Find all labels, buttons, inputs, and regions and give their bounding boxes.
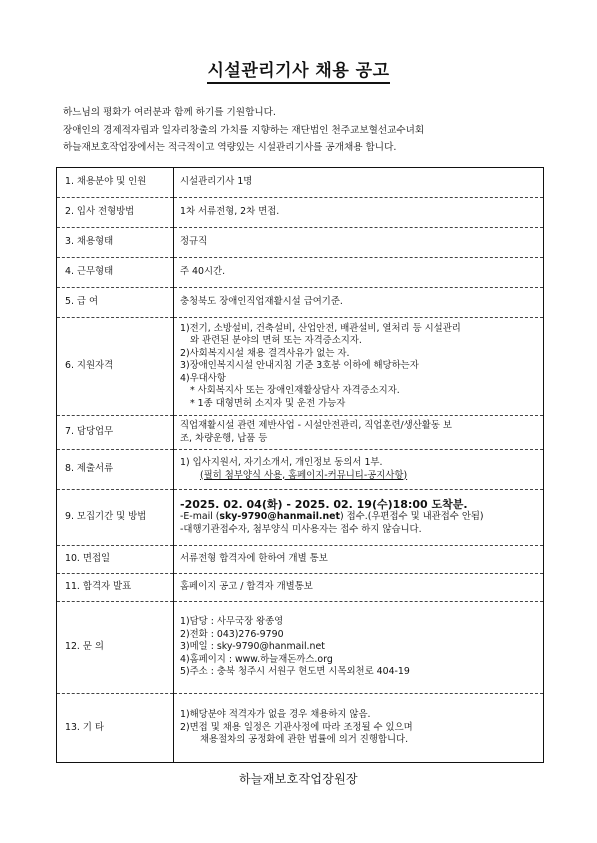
intro-line: 하느님의 평화가 여러분과 함께 하기를 기원합니다. — [63, 107, 276, 118]
row-content — [174, 450, 544, 490]
row-label: 10. 면접일 — [57, 546, 174, 574]
email-address: sky-9790@hanmail.net — [219, 511, 340, 523]
qualification-line: 1)전기, 소방설비, 건축설비, 산업안전, 배관설비, 열처리 등 시설관리 — [180, 322, 461, 334]
application-note: -대행기관접수자, 첨부양식 미사용자는 접수 하지 않습니다. — [180, 523, 422, 535]
recruitment-table — [56, 167, 544, 763]
email-prefix: -E-mail ( — [180, 511, 220, 523]
table-row — [57, 694, 544, 763]
document-note: (필히 첨부양식 사용, 홈페이지-커뮤니티-공지사항) — [200, 469, 408, 481]
row-content: 주 40시간. — [174, 258, 544, 288]
row-content: 시설관리기사 1명 — [174, 168, 544, 198]
document-line: 1) 입사지원서, 자기소개서, 개인정보 동의서 1부. — [180, 457, 383, 468]
row-content: 서류전형 합격자에 한하여 개별 통보 — [174, 546, 544, 574]
table-row — [57, 258, 544, 288]
row-content: 홈페이지 공고 / 합격자 개별통보 — [174, 574, 544, 602]
contact-line: 4)홈페이지 : www.하늘재돈까스.org — [180, 653, 333, 665]
row-label: 3. 채용형태 — [57, 228, 174, 258]
row-label: 5. 급 여 — [57, 288, 174, 318]
issuer-signature: 하늘재보호작업장원장 — [239, 772, 358, 786]
table-row — [57, 318, 544, 416]
qualification-line: * 사회복지사 또는 장애인재활상담사 자격증소지자. — [190, 385, 400, 397]
qualification-line: * 1종 대형면허 소지자 및 운전 가능자 — [190, 397, 346, 409]
email-line — [180, 511, 538, 524]
duty-line: 직업재활시설 관련 제반사업 - 시설안전관리, 직업훈련/생산활동 보 — [180, 420, 452, 431]
qualification-line: 2)사회복지시설 채용 결격사유가 없는 자. — [180, 347, 350, 359]
contact-line: 3)메일 : sky-9790@hanmail.net — [180, 641, 325, 653]
intro-line: 장애인의 경제적자립과 일자리창출의 가치를 지향하는 재단법인 천주교보혈선교수녀회 — [63, 124, 425, 136]
qualification-line: 와 관련된 분야의 면허 또는 자격증소지자. — [190, 335, 362, 347]
row-label: 6. 지원자격 — [57, 318, 174, 416]
row-content: 충청북도 장애인직업재활시설 급여기준. — [174, 288, 544, 318]
table-row — [57, 288, 544, 318]
row-label: 11. 합격자 발표 — [57, 574, 174, 602]
contact-line: 2)전화 : 043)276-9790 — [180, 628, 284, 640]
table-row — [57, 228, 544, 258]
table-row — [57, 450, 544, 490]
table-row — [57, 602, 544, 694]
row-label: 7. 담당업무 — [57, 416, 174, 450]
intro-paragraph — [63, 104, 563, 157]
row-label: 13. 기 타 — [57, 694, 174, 763]
table-row — [57, 574, 544, 602]
duty-line: 조, 차량운행, 납품 등 — [180, 432, 268, 444]
table-row — [57, 546, 544, 574]
row-content: 정규직 — [174, 228, 544, 258]
row-content — [174, 602, 544, 694]
intro-line: 하늘재보호작업장에서는 적극적이고 역량있는 시설관리기사를 공개채용 합니다. — [63, 142, 397, 153]
row-content — [174, 416, 544, 450]
row-label: 4. 근무형태 — [57, 258, 174, 288]
row-content — [174, 490, 544, 546]
row-label: 9. 모집기간 및 방법 — [57, 490, 174, 546]
qualification-line: 4)우대사항 — [180, 372, 226, 384]
row-label: 12. 문 의 — [57, 602, 174, 694]
etc-line: 2)면접 및 채용 일정은 기관사정에 따라 조정될 수 있으며 — [180, 721, 413, 733]
application-period: -2025. 02. 04(화) - 2025. 02. 19(수)18:00 도착분. — [180, 497, 468, 511]
table-row — [57, 416, 544, 450]
row-label: 2. 입사 전형방법 — [57, 198, 174, 228]
table-row — [57, 198, 544, 228]
row-label: 1. 채용분야 및 인원 — [57, 168, 174, 198]
etc-line: 채용절차의 공정화에 관한 법률에 의거 진행합니다. — [200, 734, 409, 746]
contact-line: 5)주소 : 충북 청주시 서원구 현도면 시목외천로 404-19 — [180, 666, 410, 678]
email-suffix: ) 접수.(우편접수 및 내관접수 안됨) — [339, 511, 484, 523]
row-content — [174, 694, 544, 763]
table-row — [57, 490, 544, 546]
contact-line: 1)담당 : 사무국장 왕종영 — [180, 616, 284, 628]
page-title: 시설관리기사 채용 공고 — [0, 56, 597, 81]
row-content: 1차 서류전형, 2차 면접. — [174, 198, 544, 228]
table-row — [57, 168, 544, 198]
qualification-line: 3)장애인복지시설 안내지침 기준 3호봉 이하에 해당하는자 — [180, 360, 419, 372]
row-content — [174, 318, 544, 416]
row-label: 8. 제출서류 — [57, 450, 174, 490]
etc-line: 1)해당분야 적격자가 없을 경우 채용하지 않음. — [180, 709, 371, 721]
